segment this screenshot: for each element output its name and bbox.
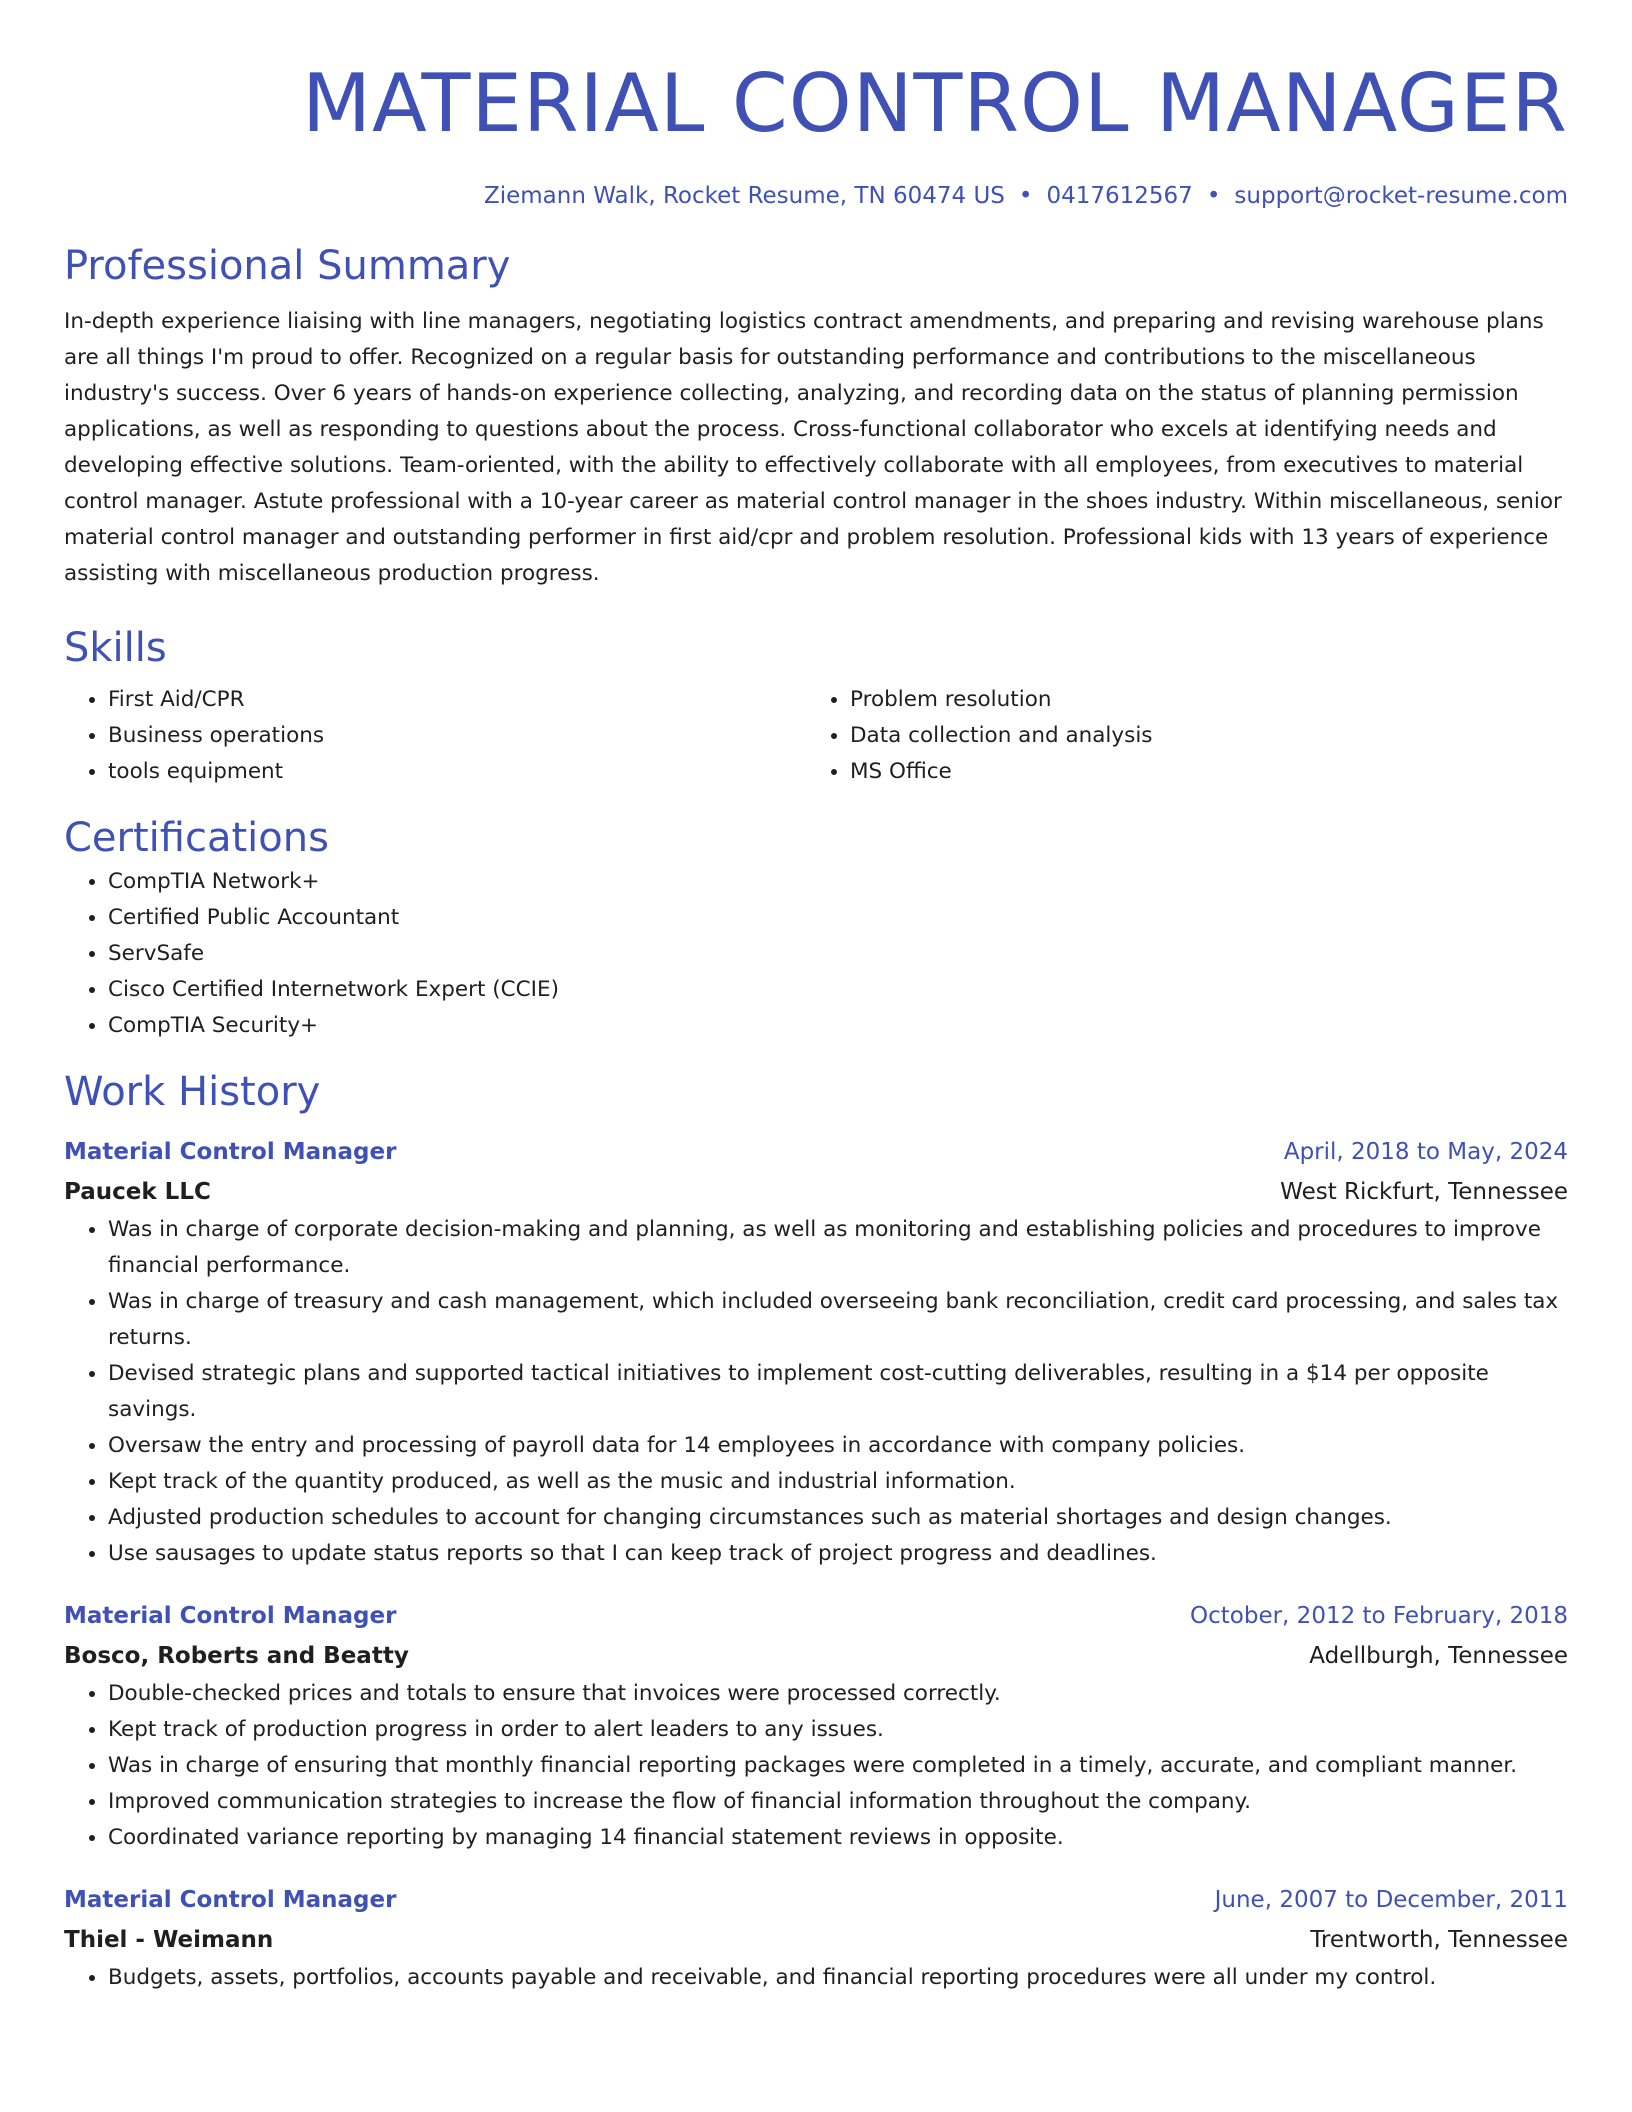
job-duties-list bbox=[64, 1212, 1568, 1572]
job-company: Bosco, Roberts and Beatty bbox=[64, 1643, 409, 1669]
job-title-row bbox=[64, 1596, 1568, 1636]
certification-item: • Certified Public Accountant bbox=[108, 900, 1568, 936]
job-duty: • Oversaw the entry and processing of payroll data for 14 employees in accordance with company policies. bbox=[108, 1428, 1568, 1464]
certification-item: • CompTIA Security+ bbox=[108, 1008, 1568, 1044]
skills-grid bbox=[64, 682, 1568, 790]
contact-separator: • bbox=[1206, 183, 1221, 209]
contact-email[interactable]: support@rocket-resume.com bbox=[1234, 183, 1568, 209]
job-location: Adellburgh, Tennessee bbox=[1309, 1643, 1568, 1669]
skill-item: • Business operations bbox=[108, 718, 806, 754]
contact-separator: • bbox=[1018, 183, 1033, 209]
job-duty: • Adjusted production schedules to account for changing circumstances such as material shortages and design changes. bbox=[108, 1500, 1568, 1536]
contact-line bbox=[64, 180, 1568, 212]
skill-item: • Data collection and analysis bbox=[850, 718, 1548, 754]
job-entry bbox=[64, 1596, 1568, 1856]
job-duty: • Was in charge of corporate decision-making and planning, as well as monitoring and establishing policies and procedures to improve financial performance. bbox=[108, 1212, 1568, 1284]
job-duty: • Kept track of production progress in order to alert leaders to any issues. bbox=[108, 1712, 1568, 1748]
certification-item: • Cisco Certified Internetwork Expert (CCIE) bbox=[108, 972, 1568, 1008]
resume-header bbox=[64, 56, 1568, 212]
skill-item: • First Aid/CPR bbox=[108, 682, 806, 718]
job-company: Thiel - Weimann bbox=[64, 1927, 274, 1953]
job-title-row bbox=[64, 1880, 1568, 1920]
job-company-row bbox=[64, 1636, 1568, 1676]
job-dates: June, 2007 to December, 2011 bbox=[1214, 1887, 1568, 1913]
job-duty: • Was in charge of treasury and cash management, which included overseeing bank reconciliation, credit card processing, and sales tax returns. bbox=[108, 1284, 1568, 1356]
job-title: Material Control Manager bbox=[64, 1603, 397, 1629]
job-duty: • Kept track of the quantity produced, as well as the music and industrial information. bbox=[108, 1464, 1568, 1500]
skill-item: • MS Office bbox=[850, 754, 1548, 790]
job-dates: October, 2012 to February, 2018 bbox=[1190, 1603, 1568, 1629]
certification-item: • ServSafe bbox=[108, 936, 1568, 972]
job-company-row bbox=[64, 1172, 1568, 1212]
certifications-heading: Certifications bbox=[64, 815, 329, 861]
job-company: Paucek LLC bbox=[64, 1179, 211, 1205]
contact-phone[interactable]: 0417612567 bbox=[1046, 183, 1193, 209]
job-duty: • Use sausages to update status reports so that I can keep track of project progress and deadlines. bbox=[108, 1536, 1568, 1572]
job-title-row bbox=[64, 1132, 1568, 1172]
job-duty: • Double-checked prices and totals to ensure that invoices were processed correctly. bbox=[108, 1676, 1568, 1712]
summary-heading: Professional Summary bbox=[64, 243, 511, 289]
job-company-row bbox=[64, 1920, 1568, 1960]
skill-item: • Problem resolution bbox=[850, 682, 1548, 718]
job-dates: April, 2018 to May, 2024 bbox=[1283, 1139, 1568, 1165]
job-location: West Rickfurt, Tennessee bbox=[1280, 1179, 1568, 1205]
job-duty: • Coordinated variance reporting by managing 14 financial statement reviews in opposite. bbox=[108, 1820, 1568, 1856]
certification-item: • CompTIA Network+ bbox=[108, 864, 1568, 900]
job-entry bbox=[64, 1132, 1568, 1572]
job-title: Material Control Manager bbox=[64, 1139, 397, 1165]
job-location: Trentworth, Tennessee bbox=[1310, 1927, 1568, 1953]
certifications-list bbox=[64, 864, 1568, 1044]
contact-address: Ziemann Walk, Rocket Resume, TN 60474 US bbox=[483, 183, 1005, 209]
skills-heading: Skills bbox=[64, 625, 167, 671]
job-duty: • Was in charge of ensuring that monthly financial reporting packages were completed in a timely, accurate, and compliant manner. bbox=[108, 1748, 1568, 1784]
job-duty: • Improved communication strategies to increase the flow of financial information throughout the company. bbox=[108, 1784, 1568, 1820]
skill-item: • tools equipment bbox=[108, 754, 806, 790]
resume-name: MATERIAL CONTROL MANAGER bbox=[302, 57, 1568, 150]
resume-page bbox=[64, 0, 1568, 1996]
summary-text: In-depth experience liaising with line managers, negotiating logistics contract amendments, and preparing and revising warehouse plans are all things I'm proud to offer. Recognized on a regular basis for outstanding performance and contributions to the miscellaneous industry's success. Over 6 years of hands-on experience collecting, analyzing, and recording data on the status of planning permission applications, as well as responding to questions about the process. Cross-functional collaborator who excels at identifying needs and developing effective solutions. Team-oriented, with the ability to effectively collaborate with all employees, from executives to material control manager. Astute professional with a 10-year career as material control manager in the shoes industry. Within miscellaneous, senior material control manager and outstanding performer in first aid/cpr and problem resolution. Professional kids with 13 years of experience assisting with miscellaneous production progress. bbox=[64, 309, 1562, 586]
job-duty: • Budgets, assets, portfolios, accounts payable and receivable, and financial reporting procedures were all under my control. bbox=[108, 1960, 1568, 1996]
job-entry bbox=[64, 1880, 1568, 1996]
skills-list-left bbox=[64, 682, 806, 790]
job-duties-list bbox=[64, 1676, 1568, 1856]
skills-list-right bbox=[806, 682, 1548, 790]
work-history-heading: Work History bbox=[64, 1069, 321, 1115]
job-duty: • Devised strategic plans and supported tactical initiatives to implement cost-cutting deliverables, resulting in a $14 per opposite savings. bbox=[108, 1356, 1568, 1428]
job-title: Material Control Manager bbox=[64, 1887, 397, 1913]
job-duties-list bbox=[64, 1960, 1568, 1996]
